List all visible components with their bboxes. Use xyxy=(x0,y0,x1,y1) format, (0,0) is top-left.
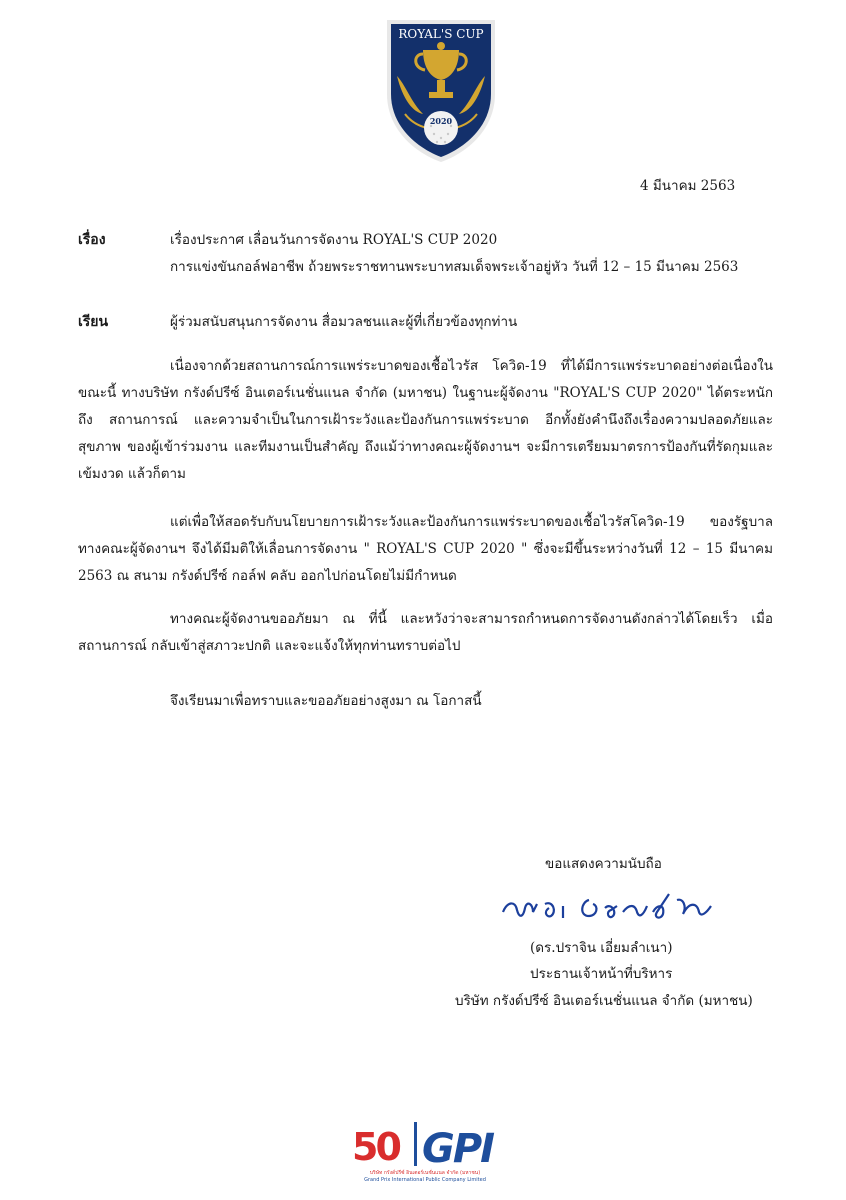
body-paragraph-1 xyxy=(78,353,773,488)
body-paragraph-2 xyxy=(78,509,773,590)
footer-line-english: Grand Prix International Public Company Limited xyxy=(364,1177,486,1183)
subject-label: เรื่อง xyxy=(78,232,106,248)
footer-line-thai: บริษัท กรังด์ปรีซ์ อินเตอร์เนชั่นแนล จำกัด (มหาชน) xyxy=(369,1170,481,1176)
logo-year: 2020 xyxy=(429,116,453,126)
gpi-brand: GPI xyxy=(422,1126,494,1172)
subject-line-1: เรื่องประกาศ เลื่อนวันการจัดงาน ROYAL'S CUP 2020 xyxy=(170,232,498,248)
paragraph-text: เนื่องจากด้วยสถานการณ์การแพร่ระบาดของเชื้อไวรัส โควิด-19 ที่ได้มีการแพร่ระบาดอย่างต่อเนื่องใน ขณะนี้ ทางบริษัท กรังด์ปรีซ์ อินเตอร์เนชั่นแนล จำกัด (มหาชน) ในฐานะผู้จัดงาน "ROYAL'S CUP 2020" ได้ตระหนักถึง สถานการณ์ และความจำเป็นในการเฝ้าระวังและป้องกันการแพร่ระบาด อีกทั้งยังคำนึงถึงเรื่องความปลอดภัยและสุขภาพ ของผู้เข้าร่วมงาน และทีมงานเป็นสำคัญ ถึงแม้ว่าทางคณะผู้จัดงานฯ จะมีการเตรียมมาตรการป้องกันที่รัดกุมและเข้มงวด แล้วก็ตาม xyxy=(78,358,773,482)
logo-text: ROYAL'S CUP xyxy=(398,27,484,41)
anniversary-mark: 50 xyxy=(352,1125,399,1169)
signer-company: บริษัท กรังด์ปรีซ์ อินเตอร์เนชั่นแนล จำกัด (มหาชน) xyxy=(455,993,753,1009)
signature xyxy=(493,882,753,932)
letter-date: 4 มีนาคม 2563 xyxy=(640,178,736,194)
closing-line: จึงเรียนมาเพื่อทราบและขออภัยอย่างสูงมา ณ โอกาสนี้ xyxy=(170,693,482,709)
footer-company-text xyxy=(350,1170,500,1184)
paragraph-text: ทางคณะผู้จัดงานขออภัยมา ณ ที่นี้ และหวังว่าจะสามารถกำหนดการจัดงานดังกล่าวได้โดยเร็ว เมื่อสถานการณ์ กลับเข้าสู่สภาวะปกติ และจะแจ้งให้ทุกท่านทราบต่อไป xyxy=(78,611,773,654)
paragraph-text: แต่เพื่อให้สอดรับกับนโยบายการเฝ้าระวังและป้องกันการแพร่ระบาดของเชื้อไวรัสโควิด-19 ของรัฐบาล ทางคณะผู้จัดงานฯ จึงได้มีมติให้เลื่อนการจัดงาน " ROYAL'S CUP 2020 " ซึ่งจะมีขึ้นระหว่างวันที่ 12 – 15 มีนาคม 2563 ณ สนาม กรังด์ปรีซ์ กอล์ฟ คลับ ออกไปก่อนโดยไม่มีกำหนด xyxy=(78,514,773,584)
subject-line-2: การแข่งขันกอล์ฟอาชีพ ถ้วยพระราชทานพระบาทสมเด็จพระเจ้าอยู่หัว วันที่ 12 – 15 มีนาคม 2563 xyxy=(170,259,739,275)
recipient-value: ผู้ร่วมสนับสนุนการจัดงาน สื่อมวลชนและผู้ที่เกี่ยวข้องทุกท่าน xyxy=(170,314,518,330)
body-paragraph-3 xyxy=(78,606,773,660)
signer-name: (ดร.ปราจิน เอี่ยมลำเนา) xyxy=(530,940,673,956)
royals-cup-logo xyxy=(383,16,499,166)
regards-line: ขอแสดงความนับถือ xyxy=(545,856,662,872)
recipient-label: เรียน xyxy=(78,314,109,330)
signer-title: ประธานเจ้าหน้าที่บริหาร xyxy=(530,966,673,982)
